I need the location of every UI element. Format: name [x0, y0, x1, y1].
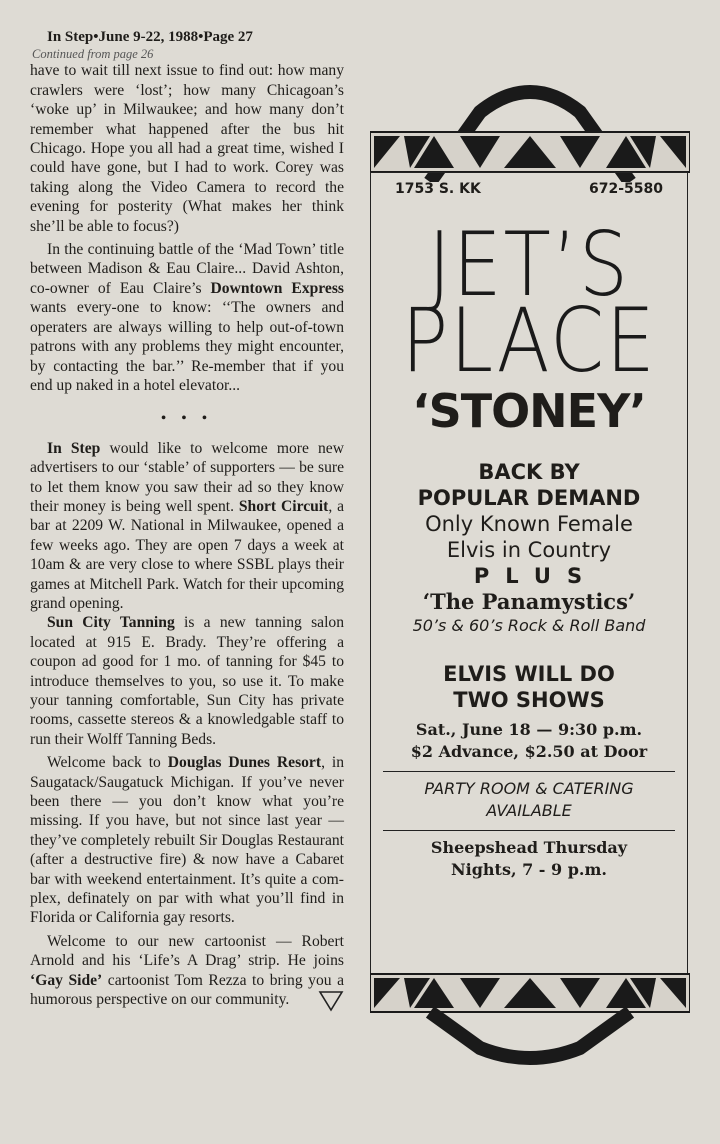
ad-title: JET’S PLACE: [401, 213, 657, 392]
show-price: $2 Advance, $2.50 at Door: [410, 742, 648, 761]
end-triangle-icon: [318, 990, 344, 1012]
shows-line-1: ELVIS WILL DO: [443, 662, 615, 686]
paragraph-5: Welcome back to Douglas Dunes Resort, in Saugatack/Saugatuck Michigan. If you’ve never been there — you don’t know what you’re missing. If you have, but not since last year — they’ve completely rebuilt Sir Douglas Restaurant (after a destructive fire) & now have a Cabaret bar with weekend entertainment. It’s quite a com-plex, definately on par with what you’ll find in Florida or California gay resorts.: [30, 754, 344, 927]
party-line-2: AVAILABLE: [486, 801, 572, 820]
ad-headliner: ‘STONEY’: [412, 384, 646, 438]
paragraph-6: Welcome to our new cartoonist — Robert Arnold and his ‘Life’s A Drag’ strip. He joins ‘Gay Side’ cartoonist Tom Rezza to bring you a humorous perspective on our community.: [30, 932, 344, 1009]
show-date: Sat., June 18 — 9:30 p.m.: [415, 720, 643, 739]
back-line-2: POPULAR DEMAND: [417, 486, 641, 510]
sheepshead-line-2: Nights, 7 - 9 p.m.: [451, 860, 607, 879]
ad-top-ornament-icon: [370, 82, 690, 182]
back-line-1: BACK BY: [478, 460, 580, 484]
ad-contact-row: [371, 173, 687, 197]
desc-line-2: Elvis in Country: [446, 538, 612, 562]
band-desc: 50’s & 60’s Rock & Roll Band: [412, 616, 646, 635]
band-name: ‘The Panamystics’: [422, 589, 636, 614]
jets-place-ad: [370, 172, 688, 980]
paragraph-1: have to wait till next issue to find out: how many crawlers were ‘lost’; how many Chicagoan’s ‘woke up’ in Milwaukee; and how many don’t remember what happened after the bus hit Chicago. Hope you all had a great time, wished I could have gone, but I had to work. Corey was taking along the Video Camera to record the evening for posterity (What makes her think she’ll be able to focus?): [30, 62, 344, 235]
ad-bottom-ornament-icon: [370, 968, 690, 1066]
shows-line-2: TWO SHOWS: [453, 688, 605, 712]
sheepshead-line-1: Sheepshead Thursday: [430, 838, 628, 857]
ad-phone: 672-5580: [589, 181, 663, 197]
separator: • • •: [161, 411, 213, 427]
page-header: In Step•June 9-22, 1988•Page 27: [47, 29, 253, 45]
desc-line-1: Only Known Female: [425, 512, 633, 536]
paragraph-3: In Step would like to welcome more new advertisers to our ‘stable’ of supporters — be sure to let them know you saw their ad so they know their money is being well spent. Short Circuit, a bar at 2209 W. National in Milwaukee, opened a few weeks ago. They are open 7 days a week at 10am & are very close to where SSBL plays their games at Mitchell Park. Watch for their upcoming grand opening.: [30, 439, 345, 612]
paragraph-2: In the continuing battle of the ‘Mad Town’ title between Madison & Eau Claire... David Ashton, co-owner of Eau Claire’s Downtown Express wants every-one to know: ‘‘The owners and operaters are always willing to help out-of-town patrons with any problems they might encounter, by contacting the bar.’’ Re-member that if you end up naked in a hotel elevator...: [30, 241, 344, 394]
paragraph-4: Sun City Tanning is a new tanning salon located at 915 E. Brady. They’re offering a coupon ad good for 1 mo. of tanning for $45 to introduce themselves to you, so use it. To make your tanning comfortable, Sun City has private rooms, cassette stereos & a knowledgable staff to run their Wolff Tanning Beds.: [30, 614, 345, 748]
plus-line: PLUS: [473, 564, 599, 588]
party-line-1: PARTY ROOM & CATERING: [424, 779, 634, 798]
article-column: [30, 28, 344, 1010]
ad-address: 1753 S. KK: [395, 181, 481, 197]
continued-note: Continued from page 26: [32, 47, 154, 62]
